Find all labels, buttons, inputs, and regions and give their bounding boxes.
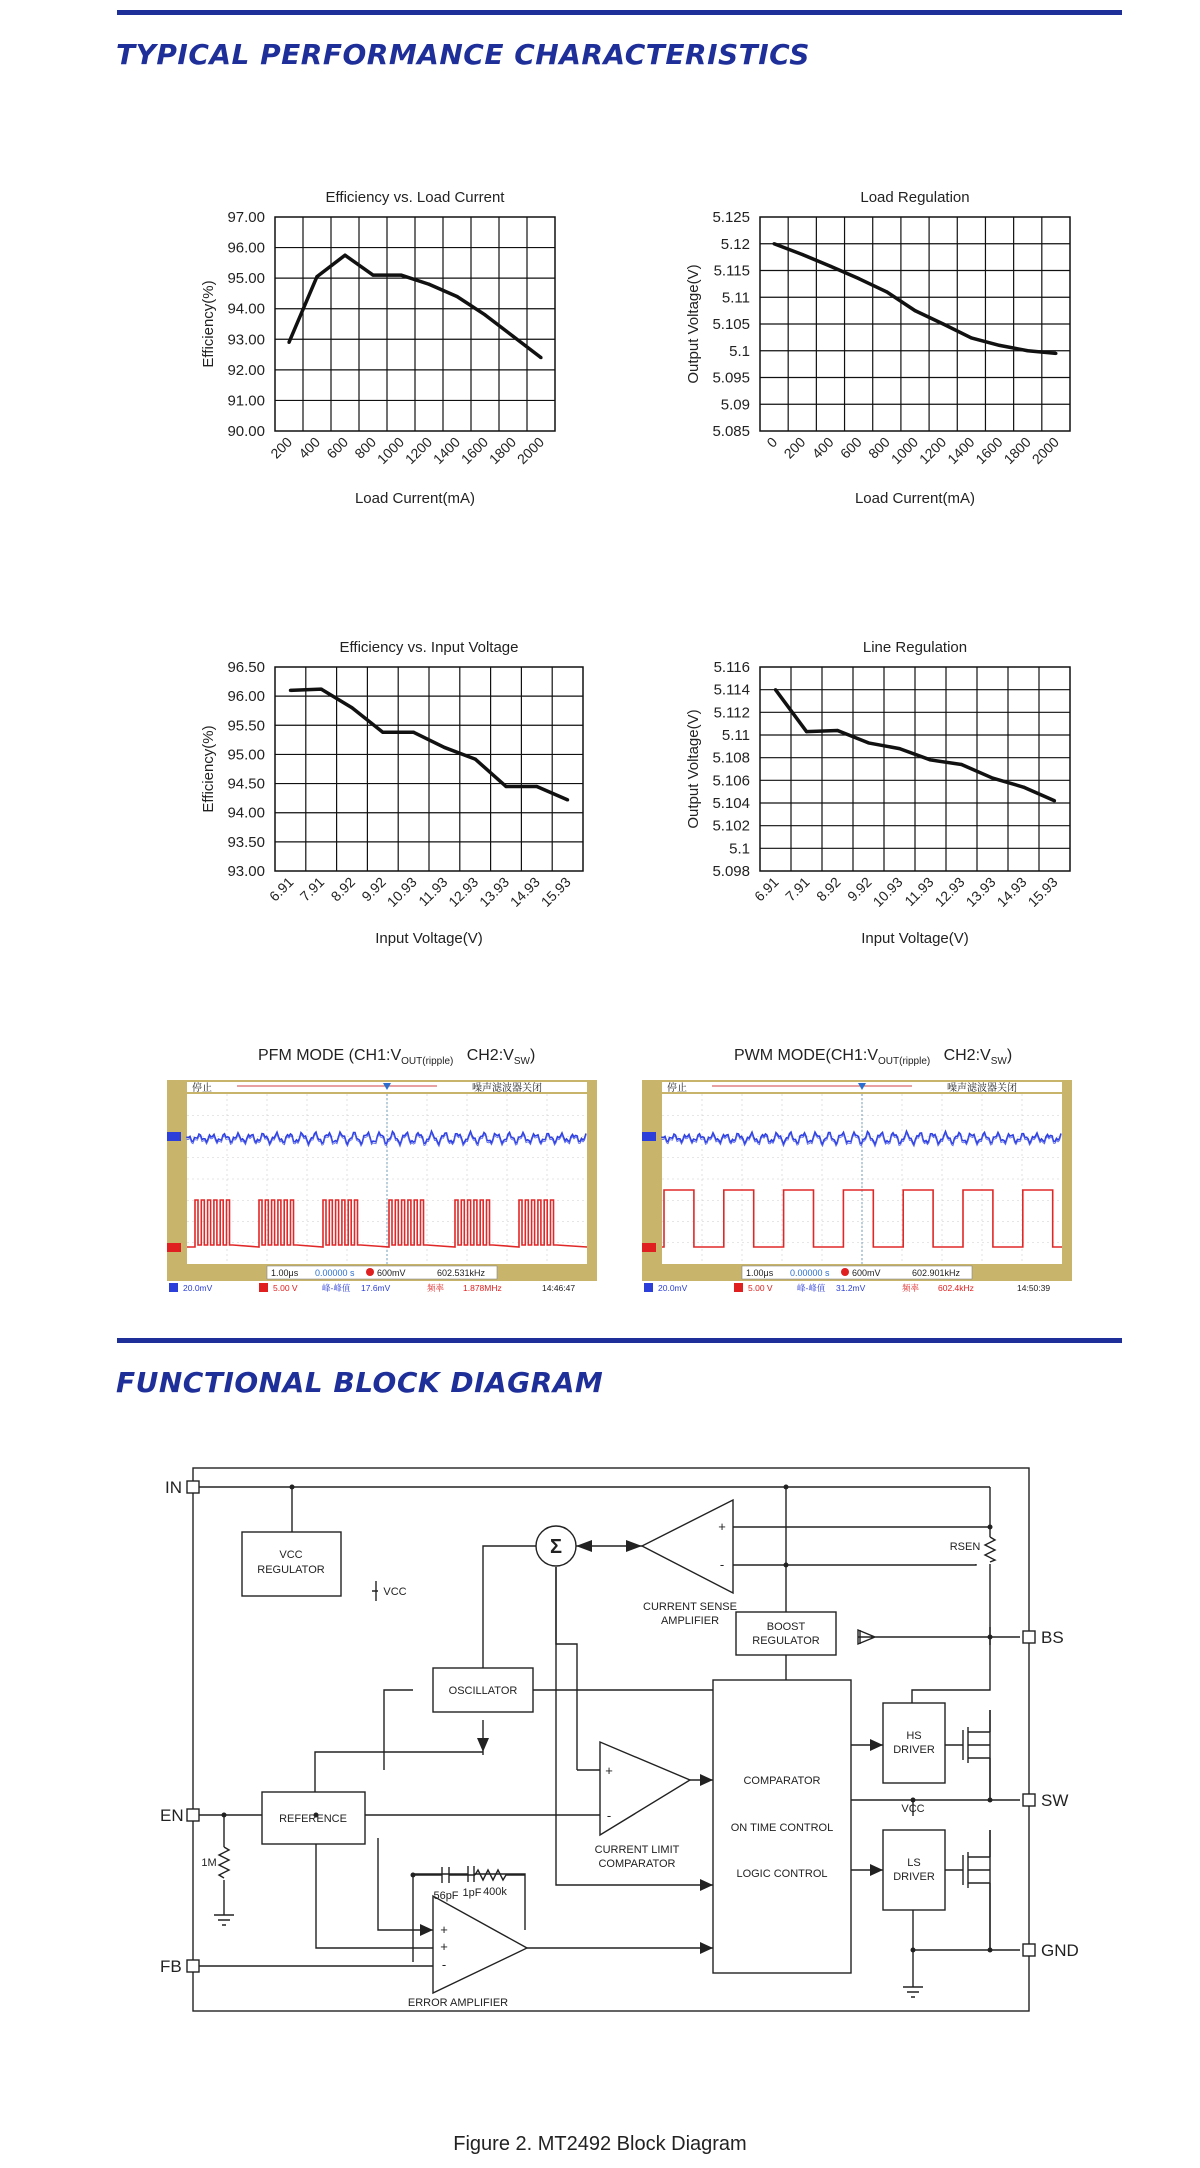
- x-tick-label: 10.93: [869, 873, 906, 910]
- scope-clock: 14:46:47: [542, 1283, 576, 1293]
- sum-symbol: Σ: [549, 1536, 563, 1558]
- oscillator-label: OSCILLATOR: [448, 1685, 518, 1697]
- data-point: [427, 283, 430, 286]
- y-tick-label: 91.00: [227, 392, 265, 410]
- hs-driver-label-2: DRIVER: [893, 1744, 935, 1756]
- pin-fb: [187, 1960, 199, 1972]
- boost-label-2: REGULATOR: [752, 1635, 820, 1647]
- y-tick-label: 93.00: [227, 863, 265, 880]
- current-limit-minus: -: [606, 1808, 612, 1823]
- error-amp-minus: -: [441, 1957, 447, 1972]
- pin-en-label: EN: [160, 1806, 184, 1825]
- y-axis-label: Output Voltage(V): [685, 709, 702, 829]
- figure-caption: Figure 2. MT2492 Block Diagram: [453, 2133, 747, 2155]
- x-tick-label: 1000: [887, 433, 922, 468]
- ch1-marker: [642, 1132, 656, 1141]
- x-tick-label: 12.93: [931, 873, 968, 910]
- y-tick-label: 94.50: [227, 775, 265, 793]
- data-point: [1026, 349, 1029, 352]
- current-limit-comparator-triangle: [600, 1742, 690, 1835]
- y-tick-label: 94.00: [227, 804, 265, 822]
- y-tick-label: 96.00: [227, 239, 265, 257]
- scope-filter-status: 噪声滤波器关闭: [947, 1083, 1017, 1094]
- x-tick-label: 2000: [513, 433, 548, 468]
- vcc-reg-label-1: VCC: [279, 1549, 303, 1561]
- y-tick-label: 5.114: [713, 681, 750, 699]
- y-tick-label: 5.116: [713, 659, 750, 676]
- rsen-label: RSEN: [949, 1541, 981, 1553]
- data-point: [1054, 352, 1057, 355]
- pin-bs-label: BS: [1041, 1628, 1064, 1647]
- x-axis-label: Load Current(mA): [854, 490, 976, 507]
- x-tick-label: 11.93: [415, 873, 451, 910]
- ch1-badge: [169, 1283, 178, 1292]
- x-tick-label: 400: [808, 433, 837, 462]
- x-tick-label: 13.93: [962, 873, 999, 910]
- x-axis-label: Input Voltage(V): [861, 930, 969, 947]
- x-tick-label: 14.93: [993, 873, 1030, 910]
- chart-title: Line Regulation: [862, 639, 968, 656]
- data-point: [960, 763, 963, 766]
- data-point: [511, 335, 514, 338]
- chart-title: Load Regulation: [860, 189, 970, 206]
- x-tick-label: 1400: [944, 433, 978, 468]
- measure-1-value: 31.2mV: [836, 1283, 866, 1293]
- vcc2-label: VCC: [901, 1803, 925, 1815]
- data-point: [998, 344, 1001, 347]
- x-tick-label: 1600: [457, 433, 492, 468]
- ch2-scale: 5.00 V: [273, 1283, 298, 1293]
- x-tick-label: 1800: [485, 433, 520, 468]
- x-tick-label: 1400: [429, 433, 464, 468]
- measure-1-name: 峰-峰值: [797, 1283, 826, 1293]
- scope-filter-status: 噪声滤波器关闭: [472, 1083, 542, 1094]
- trigger-frequency: 602.531kHz: [437, 1268, 486, 1278]
- data-point: [774, 688, 777, 691]
- current-limit-label-2: COMPARATOR: [598, 1858, 676, 1870]
- ch2-marker: [642, 1243, 656, 1252]
- sense-amp-minus: -: [719, 1557, 725, 1572]
- data-point: [474, 757, 477, 760]
- pwm-title-suffix: ): [1006, 1047, 1013, 1064]
- x-tick-label: 11.93: [901, 873, 937, 910]
- logic-label-1: COMPARATOR: [743, 1775, 821, 1787]
- ls-mosfet: [963, 1830, 990, 1950]
- x-tick-label: 6.91: [751, 873, 782, 905]
- x-tick-label: 1600: [972, 433, 1006, 468]
- y-tick-label: 96.00: [227, 688, 265, 706]
- pin-en: [187, 1809, 199, 1821]
- pfm-title-mid: CH2:V: [453, 1047, 514, 1064]
- x-axis-label: Load Current(mA): [354, 490, 476, 507]
- mid-divider: [117, 1338, 1122, 1343]
- ls-driver-label-2: DRIVER: [893, 1871, 935, 1883]
- block-diagram: [150, 1460, 1090, 2020]
- x-axis-label: Input Voltage(V): [375, 930, 483, 947]
- x-tick-label: 7.91: [782, 873, 813, 905]
- current-sense-label-2: AMPLIFIER: [660, 1615, 720, 1627]
- vcc-label: VCC: [383, 1586, 407, 1598]
- measure-2-name: 频率: [902, 1283, 920, 1293]
- pwm-oscilloscope: [642, 1080, 1072, 1294]
- efficiency-vs-load-chart: [185, 165, 605, 515]
- y-tick-label: 5.108: [712, 749, 750, 767]
- data-point: [566, 798, 569, 801]
- data-point: [942, 322, 945, 325]
- measure-2-value: 602.4kHz: [938, 1283, 974, 1293]
- line-regulation-chart: [660, 615, 1090, 965]
- load-regulation-chart: [660, 165, 1090, 515]
- pwm-scope-title: [734, 1047, 1012, 1067]
- trigger-level: 600mV: [377, 1268, 406, 1278]
- pfm-title-sub: OUT(ripple): [401, 1056, 454, 1068]
- y-tick-label: 5.105: [712, 316, 750, 333]
- x-tick-label: 14.93: [506, 873, 543, 910]
- current-sense-label-1: CURRENT SENSE: [643, 1601, 737, 1613]
- top-divider: [117, 10, 1122, 15]
- data-point: [857, 277, 860, 280]
- pfm-title-text: PFM MODE (CH1:V: [258, 1047, 402, 1064]
- rsen-resistor: [985, 1537, 995, 1562]
- y-tick-label: 95.00: [227, 746, 265, 764]
- data-point: [504, 785, 507, 788]
- data-point: [898, 747, 901, 750]
- pwm-title-sub: OUT(ripple): [878, 1056, 931, 1068]
- data-point: [371, 273, 374, 276]
- y-tick-label: 5.085: [712, 423, 750, 440]
- x-tick-label: 1200: [401, 433, 436, 468]
- x-tick-label: 800: [351, 433, 380, 462]
- y-tick-label: 5.104: [712, 795, 750, 812]
- hs-driver-label-1: HS: [906, 1730, 922, 1742]
- x-tick-label: 15.93: [537, 873, 574, 910]
- reference-label: REFERENCE: [279, 1813, 347, 1825]
- trig-dot: [366, 1268, 374, 1276]
- data-point: [991, 776, 994, 779]
- y-tick-label: 5.106: [712, 772, 750, 790]
- error-amp-plus-2: +: [440, 1939, 448, 1954]
- data-point: [350, 706, 353, 709]
- x-tick-label: 200: [267, 433, 296, 462]
- ch2-marker: [167, 1243, 181, 1252]
- ch2-scale: 5.00 V: [748, 1283, 773, 1293]
- data-point: [829, 265, 832, 268]
- x-tick-label: 15.93: [1024, 873, 1061, 910]
- scope-clock: 14:50:39: [1017, 1283, 1051, 1293]
- y-tick-label: 5.125: [712, 209, 750, 226]
- y-tick-label: 5.11: [721, 289, 750, 307]
- data-point: [801, 253, 804, 256]
- pfm-scope-title: [258, 1047, 535, 1067]
- measure-1-value: 17.6mV: [361, 1283, 391, 1293]
- y-tick-label: 5.098: [712, 863, 750, 880]
- x-tick-label: 600: [836, 433, 865, 462]
- x-tick-label: 400: [295, 433, 324, 462]
- error-amp-plus-1: +: [440, 1922, 448, 1937]
- data-point: [539, 356, 542, 359]
- x-tick-label: 1800: [1000, 433, 1034, 468]
- x-tick-label: 13.93: [476, 873, 513, 910]
- pwm-title-mid: CH2:V: [930, 1047, 991, 1064]
- y-axis-label: Efficiency(%): [200, 280, 217, 368]
- y-tick-label: 5.12: [720, 235, 750, 253]
- ch2-badge: [734, 1283, 743, 1292]
- data-point: [287, 341, 290, 344]
- y-tick-label: 92.00: [227, 361, 265, 379]
- x-tick-label: 2000: [1028, 433, 1063, 468]
- data-point: [412, 731, 415, 734]
- pin-fb-label: FB: [160, 1957, 182, 1976]
- data-point: [929, 758, 932, 761]
- data-point: [867, 741, 870, 744]
- x-tick-label: 6.91: [265, 873, 297, 905]
- data-point: [535, 785, 538, 788]
- trig-dot: [841, 1268, 849, 1276]
- y-tick-label: 96.50: [227, 659, 265, 676]
- scope-status: 停止: [192, 1083, 212, 1094]
- ls-driver-block: [883, 1830, 945, 1910]
- ch1-marker: [167, 1132, 181, 1141]
- ch2-badge: [259, 1283, 268, 1292]
- y-tick-label: 5.112: [713, 704, 750, 722]
- error-amp-label: ERROR AMPLIFIER: [407, 1997, 509, 2009]
- data-point: [315, 275, 318, 278]
- data-point: [399, 273, 402, 276]
- efficiency-vs-input-chart: [185, 615, 605, 965]
- x-tick-label: 7.91: [296, 873, 328, 905]
- y-tick-label: 5.11: [721, 727, 750, 744]
- data-point: [289, 689, 292, 692]
- measure-2-value: 1.878MHz: [463, 1283, 502, 1293]
- pin-sw-label: SW: [1041, 1791, 1069, 1810]
- pwm-title-sub2: SW: [990, 1056, 1007, 1068]
- data-point: [443, 746, 446, 749]
- y-tick-label: 97.00: [227, 209, 265, 226]
- chart-title: Efficiency vs. Input Voltage: [339, 639, 519, 656]
- pin-gnd-label: GND: [1041, 1941, 1079, 1960]
- pin-in: [187, 1481, 199, 1493]
- y-tick-label: 5.102: [712, 817, 750, 835]
- y-tick-label: 94.00: [227, 300, 265, 318]
- y-tick-label: 95.50: [227, 717, 265, 735]
- timebase: 1.00μs: [271, 1268, 299, 1278]
- y-axis-label: Output Voltage(V): [685, 264, 702, 384]
- performance-section-title: TYPICAL PERFORMANCE CHARACTERISTICS: [116, 38, 810, 71]
- pfm-title-suffix: ): [529, 1047, 536, 1064]
- scope-status: 停止: [667, 1083, 687, 1094]
- vcc-reg-label-2: REGULATOR: [257, 1564, 325, 1576]
- x-tick-label: 10.93: [383, 873, 420, 910]
- trigger-level: 600mV: [852, 1268, 881, 1278]
- x-tick-label: 1000: [373, 433, 408, 468]
- y-tick-label: 95.00: [227, 270, 265, 288]
- pin-sw: [1023, 1794, 1035, 1806]
- r1-label: 400k: [483, 1886, 507, 1898]
- 400k-resistor: [475, 1870, 525, 1880]
- current-limit-label-1: CURRENT LIMIT: [594, 1844, 680, 1856]
- trigger-frequency: 602.901kHz: [912, 1268, 961, 1278]
- hs-driver-block: [883, 1703, 945, 1783]
- x-tick-label: 600: [323, 433, 352, 462]
- current-sense-amp-triangle: [642, 1500, 733, 1593]
- time-offset: 0.00000 s: [315, 1268, 355, 1278]
- data-point: [483, 313, 486, 316]
- data-point: [1053, 799, 1056, 802]
- data-point: [913, 309, 916, 312]
- boost-regulator-block: [736, 1612, 836, 1655]
- data-point: [455, 295, 458, 298]
- ls-driver-label-1: LS: [907, 1857, 921, 1869]
- data-point: [885, 290, 888, 293]
- data-point: [320, 688, 323, 691]
- pfm-oscilloscope: [167, 1080, 597, 1294]
- y-tick-label: 5.115: [713, 262, 750, 280]
- x-tick-label: 12.93: [445, 873, 482, 910]
- pin-gnd: [1023, 1944, 1035, 1956]
- pin-in-label: IN: [165, 1478, 182, 1497]
- x-tick-label: 800: [865, 433, 893, 462]
- ch1-badge: [644, 1283, 653, 1292]
- data-point: [1022, 786, 1025, 789]
- sense-amp-plus: +: [718, 1519, 726, 1534]
- time-offset: 0.00000 s: [790, 1268, 830, 1278]
- x-tick-label: 8.92: [327, 873, 359, 905]
- c2-label: 56pF: [433, 1890, 459, 1902]
- y-tick-label: 5.095: [712, 369, 750, 387]
- y-tick-label: 93.50: [227, 833, 265, 851]
- hs-mosfet: [963, 1710, 990, 1800]
- pwm-title-text: PWM MODE(CH1:V: [734, 1047, 878, 1064]
- x-tick-label: 1200: [915, 433, 950, 468]
- boost-label-1: BOOST: [766, 1621, 806, 1633]
- ch1-scale: 20.0mV: [183, 1283, 213, 1293]
- block-section-title: FUNCTIONAL BLOCK DIAGRAM: [116, 1366, 604, 1399]
- data-point: [343, 254, 346, 257]
- y-tick-label: 5.1: [729, 840, 750, 858]
- data-point: [805, 730, 808, 733]
- data-point: [836, 729, 839, 732]
- current-limit-plus: +: [605, 1763, 613, 1778]
- data-point: [970, 336, 973, 339]
- measure-1-name: 峰-峰值: [322, 1283, 351, 1293]
- chart-title: Efficiency vs. Load Current: [325, 189, 505, 206]
- x-tick-label: 8.92: [813, 873, 844, 905]
- 1m-resistor: [219, 1847, 229, 1878]
- x-tick-label: 0: [763, 433, 781, 451]
- x-tick-label: 200: [780, 433, 809, 462]
- y-tick-label: 93.00: [227, 331, 265, 349]
- y-tick-label: 5.1: [729, 342, 750, 360]
- ch1-scale: 20.0mV: [658, 1283, 688, 1293]
- timebase: 1.00μs: [746, 1268, 774, 1278]
- y-tick-label: 90.00: [227, 423, 265, 440]
- y-axis-label: Efficiency(%): [200, 725, 217, 813]
- logic-label-2: ON TIME CONTROL: [730, 1822, 834, 1834]
- measure-2-name: 频率: [427, 1283, 445, 1293]
- pfm-title-sub2: SW: [513, 1056, 530, 1068]
- data-point: [381, 731, 384, 734]
- r2-label: 1M: [201, 1857, 217, 1869]
- y-tick-label: 5.09: [720, 396, 750, 414]
- data-point: [772, 242, 775, 245]
- x-tick-label: 9.92: [358, 873, 389, 905]
- logic-label-3: LOGIC CONTROL: [736, 1868, 828, 1880]
- x-tick-label: 9.92: [844, 873, 875, 905]
- c1-label: 1pF: [462, 1887, 482, 1899]
- pin-bs: [1023, 1631, 1035, 1643]
